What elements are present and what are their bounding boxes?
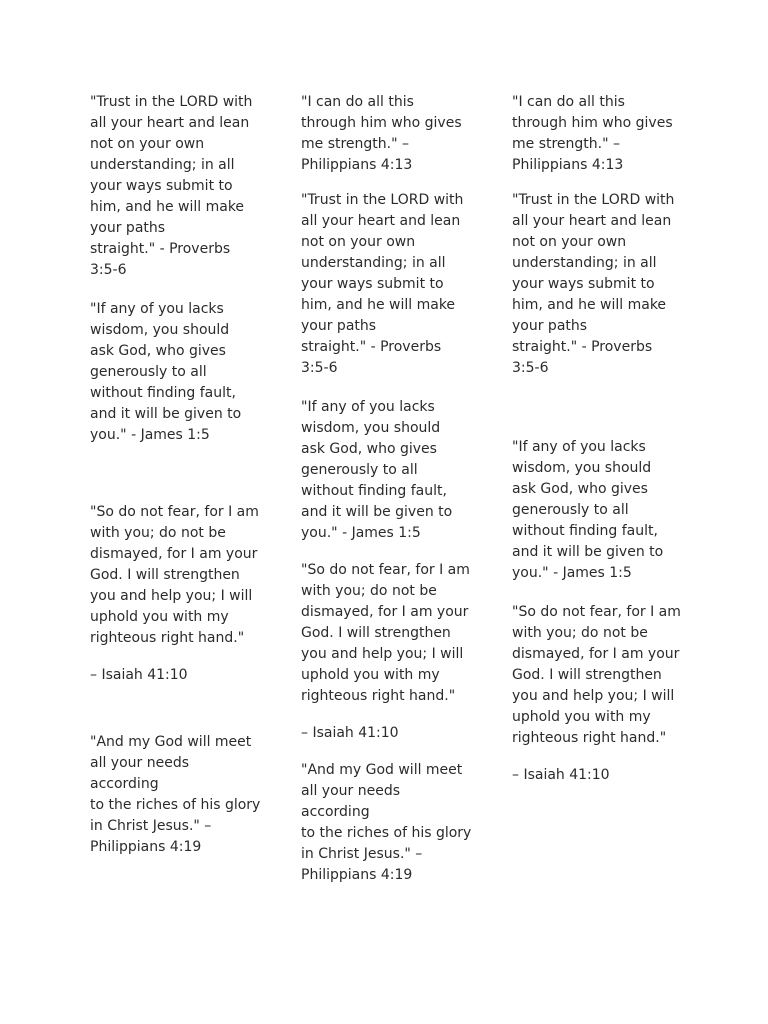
verse-proverbs-3-5-6: "Trust in the LORD with all your heart and lean not on your own understanding; in all your ways submit to him, and he will make your paths straight." - Proverbs 3:5-6 [301, 192, 464, 376]
verse-reference-isaiah-41-10: – Isaiah 41:10 [512, 767, 610, 783]
verse-philippians-4-19: "And my God will meet all your needs according to the riches of his glory in Christ Jesus." – Philippians 4:19 [301, 762, 472, 883]
column-3 [512, 92, 684, 786]
verse-philippians-4-13: "I can do all this through him who gives me strength." – Philippians 4:13 [512, 94, 673, 173]
verse-isaiah-41-10: "So do not fear, for I am with you; do not be dismayed, for I am your God. I will strengthen you and help you; I will uphold you with my righteous right hand." [512, 604, 681, 746]
verse-james-1-5: "If any of you lacks wisdom, you should ask God, who gives generously to all without finding fault, and it will be given to you." - James 1:5 [90, 301, 242, 443]
verse-philippians-4-13: "I can do all this through him who gives me strength." – Philippians 4:13 [301, 94, 462, 173]
verse-reference-isaiah-41-10: – Isaiah 41:10 [90, 667, 188, 683]
verse-james-1-5: "If any of you lacks wisdom, you should ask God, who gives generously to all without finding fault, and it will be given to you." - James 1:5 [512, 439, 664, 581]
verse-james-1-5: "If any of you lacks wisdom, you should ask God, who gives generously to all without finding fault, and it will be given to you." - James 1:5 [301, 399, 453, 541]
verse-reference-isaiah-41-10: – Isaiah 41:10 [301, 725, 399, 741]
verse-isaiah-41-10: "So do not fear, for I am with you; do not be dismayed, for I am your God. I will strengthen you and help you; I will uphold you with my righteous right hand." [90, 504, 259, 646]
verse-isaiah-41-10: "So do not fear, for I am with you; do not be dismayed, for I am your God. I will strengthen you and help you; I will uphold you with my righteous right hand." [301, 562, 470, 704]
column-1 [90, 92, 262, 858]
column-2 [301, 92, 473, 886]
verse-proverbs-3-5-6: "Trust in the LORD with all your heart and lean not on your own understanding; in all your ways submit to him, and he will make your paths straight." - Proverbs 3:5-6 [90, 94, 253, 278]
verse-proverbs-3-5-6: "Trust in the LORD with all your heart and lean not on your own understanding; in all your ways submit to him, and he will make your paths straight." - Proverbs 3:5-6 [512, 192, 675, 376]
verse-philippians-4-19: "And my God will meet all your needs according to the riches of his glory in Christ Jesus." – Philippians 4:19 [90, 734, 261, 855]
